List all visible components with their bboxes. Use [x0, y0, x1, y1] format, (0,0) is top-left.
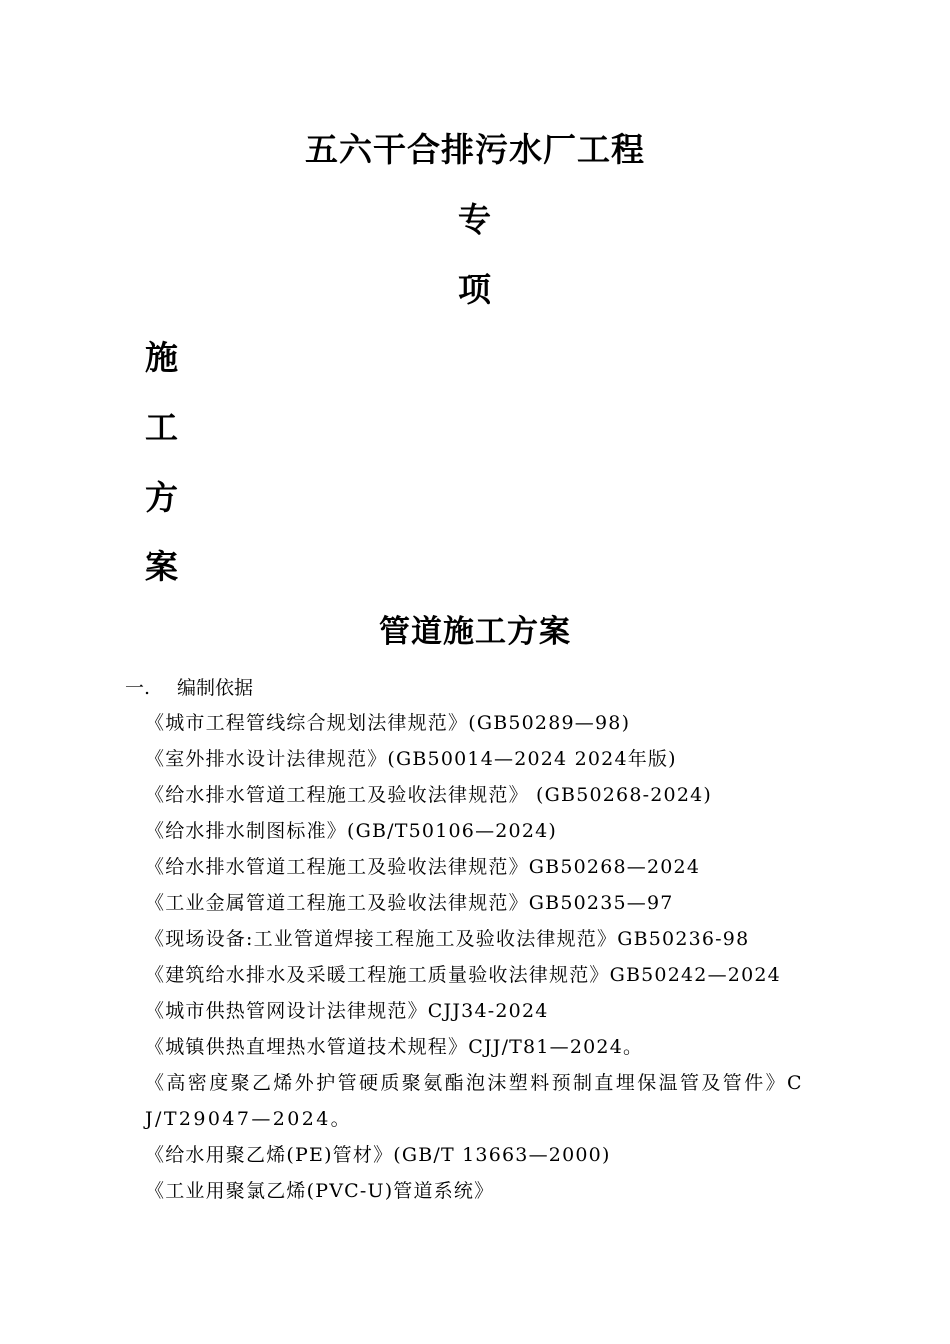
reference-item: 《给水排水管道工程施工及验收法律规范》GB50268—2024	[145, 856, 701, 878]
cover-title: 五六干合排污水厂工程	[305, 130, 645, 169]
reference-item: 《城镇供热直埋热水管道技术规程》CJJ/T81—2024。	[145, 1036, 644, 1058]
cover-title-line-3: 项	[458, 270, 492, 309]
cover-vertical-char: 施	[145, 338, 178, 377]
reference-item: 《高密度聚乙烯外护管硬质聚氨酯泡沫塑料预制直埋保温管及管件》CJ/T29047—2024。	[145, 1072, 804, 1130]
heading-number: 一.	[125, 677, 151, 699]
reference-item: 《建筑给水排水及采暖工程施工质量验收法律规范》GB50242—2024	[145, 964, 781, 986]
reference-item: 《工业用聚氯乙烯(PVC-U)管道系统》	[145, 1180, 495, 1202]
reference-item: 《城市供热管网设计法律规范》CJJ34-2024	[145, 1000, 549, 1022]
cover-title-line-2: 专	[458, 200, 492, 239]
reference-item: 《城市工程管线综合规划法律规范》(GB50289—98)	[145, 712, 631, 734]
reference-item: 《工业金属管道工程施工及验收法律规范》GB50235—97	[145, 892, 674, 914]
heading-compilation-basis	[125, 674, 253, 702]
cover-vertical-char: 案	[145, 547, 178, 586]
heading-text: 编制依据	[177, 677, 254, 699]
section-title: 管道施工方案	[379, 614, 571, 650]
reference-list	[145, 705, 810, 1209]
reference-item: 《给水用聚乙烯(PE)管材》(GB/T 13663—2000)	[145, 1144, 611, 1166]
cover-vertical-char: 方	[145, 478, 178, 517]
reference-item: 《给水排水制图标准》(GB/T50106—2024)	[145, 820, 558, 842]
cover-vertical-char: 工	[145, 408, 178, 447]
reference-item: 《现场设备:工业管道焊接工程施工及验收法律规范》GB50236-98	[145, 928, 750, 950]
reference-item: 《给水排水管道工程施工及验收法律规范》 (GB50268-2024)	[145, 784, 713, 806]
reference-item: 《室外排水设计法律规范》(GB50014—2024 2024年版)	[145, 748, 677, 770]
